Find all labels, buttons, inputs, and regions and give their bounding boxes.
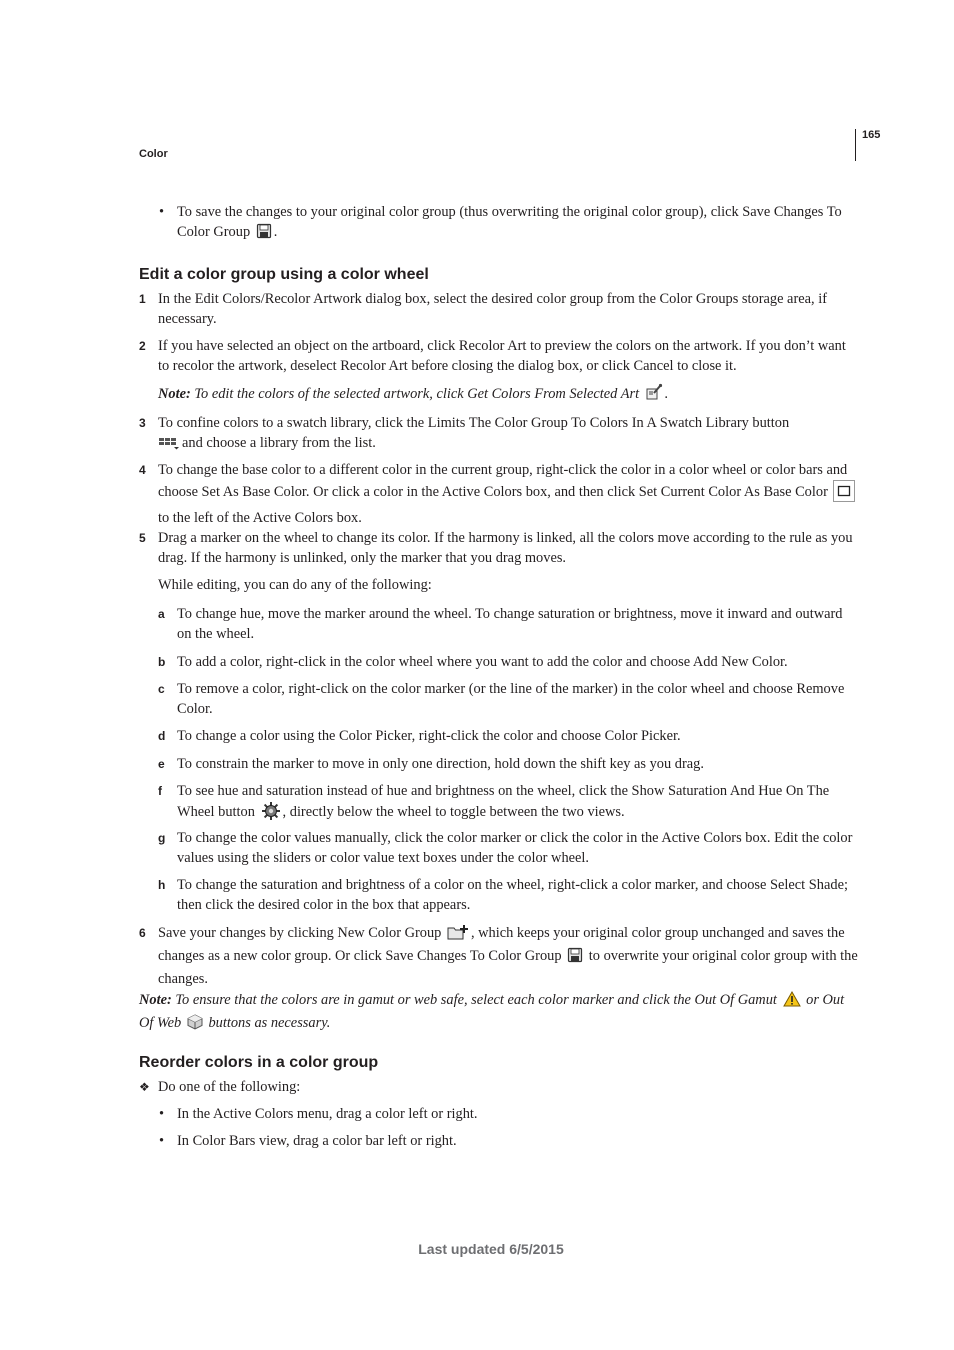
substep-text: To change the color values manually, click the color marker or click the color in the Active Colors box. Edit the color values using the sliders or color value text boxes under the color wheel. — [177, 830, 853, 866]
substep-letter: a — [158, 607, 165, 621]
out-of-web-icon — [187, 1014, 203, 1036]
save-changes-icon — [256, 223, 272, 245]
substep-letter: b — [158, 655, 166, 669]
substep-text: To remove a color, right-click on the color marker (or the line of the marker) in the color wheel and choose Remove Color. — [177, 681, 845, 717]
substep-text: To change the saturation and brightness of a color on the wheel, right-click a color marker, and choose Select Shade; then click the desired color in the box that appears. — [177, 877, 848, 913]
step-text: Save your changes by clicking New Color Group , which keeps your original color group unchanged and saves the changes as a new color group. Or click Save Changes To Color Group to overwrite your original color group with the changes. — [158, 925, 858, 987]
substep-letter: f — [158, 784, 162, 798]
substep-text: To add a color, right-click in the color wheel where you want to add the color and choose Add New Color. — [177, 654, 788, 670]
section-heading-color-wheel: Edit a color group using a color wheel — [139, 266, 429, 283]
bullet-marker: • — [159, 1106, 165, 1122]
note: Note: To ensure that the colors are in gamut or web safe, select each color marker and click the Out Of Gamut or Out Of Web buttons as necessary. — [139, 990, 854, 1036]
out-of-gamut-icon — [783, 991, 801, 1013]
list-item: In the Active Colors menu, drag a color left or right. — [177, 1106, 478, 1122]
substep-text: To constrain the marker to move in only one direction, hold down the shift key as you drag. — [177, 756, 704, 772]
header-divider — [855, 129, 856, 161]
step-number: 1 — [139, 292, 146, 306]
step-number: 2 — [139, 339, 146, 353]
page-number: 165 — [862, 129, 881, 141]
set-base-color-icon — [833, 480, 855, 508]
substep-text: To see hue and saturation instead of hue and brightness on the wheel, click the Show Saturation And Hue On The Wheel button , directly below the wheel to toggle between the two views. — [177, 781, 857, 827]
running-header-section: Color — [139, 148, 168, 160]
note-label: Note: — [139, 992, 172, 1008]
step-number: 5 — [139, 531, 146, 545]
substep-text: To change a color using the Color Picker, right-click the color and choose Color Picker. — [177, 728, 681, 744]
step-text: If you have selected an object on the artboard, click Recolor Art to preview the colors on the artwork. If you don’t want to recolor the artwork, deselect Recolor Art before closing the dialog box, or click Cancel to close it. — [158, 338, 846, 374]
bullet-marker: • — [159, 204, 165, 220]
step-number: 3 — [139, 416, 146, 430]
section-heading-reorder-colors: Reorder colors in a color group — [139, 1054, 379, 1071]
lead-text: Do one of the following: — [158, 1079, 301, 1095]
step-number: 6 — [139, 926, 146, 940]
note-label: Note: — [158, 386, 191, 402]
new-color-group-icon — [447, 924, 469, 946]
substep-text: To change hue, move the marker around the wheel. To change saturation or brightness, move it inward and outward on the wheel. — [177, 606, 843, 642]
footer-last-updated: Last updated 6/5/2015 — [418, 1241, 564, 1257]
step-text: To confine colors to a swatch library, click the Limits The Color Group To Colors In A Swatch Library button and choose a library from the list. — [158, 413, 858, 456]
note: Note: To edit the colors of the selected artwork, click Get Colors From Selected Art . — [158, 383, 858, 407]
while-editing-text: While editing, you can do any of the following: — [158, 577, 432, 593]
save-changes-icon — [567, 947, 583, 969]
substep-letter: h — [158, 878, 166, 892]
swatch-library-icon — [158, 436, 180, 456]
step-text: In the Edit Colors/Recolor Artwork dialog box, select the desired color group from the Color Groups storage area, if necessary. — [158, 291, 827, 327]
substep-letter: c — [158, 682, 165, 696]
get-colors-icon — [645, 383, 663, 407]
intro-bullet-text: To save the changes to your original color group (thus overwriting the original color group), click Save Changes To Color Group . — [177, 202, 857, 245]
step-number: 4 — [139, 463, 146, 477]
substep-letter: e — [158, 757, 165, 771]
diamond-bullet-icon: ❖ — [139, 1080, 150, 1094]
step-text: To change the base color to a different color in the current group, right-click the color in a color wheel or color bars and choose Set As Base Color. Or click a color in the Active Colors box, and then click Set Current Color As Base Color to the left of the Active Colors box. — [158, 460, 858, 528]
substep-letter: d — [158, 729, 166, 743]
list-item: In Color Bars view, drag a color bar left or right. — [177, 1133, 457, 1149]
substep-letter: g — [158, 831, 166, 845]
step-text: Drag a marker on the wheel to change its color. If the harmony is linked, all the colors move according to the rule as you drag. If the harmony is unlinked, only the marker that you drag moves. — [158, 530, 853, 566]
bullet-marker: • — [159, 1133, 165, 1149]
saturation-hue-icon — [261, 801, 281, 827]
